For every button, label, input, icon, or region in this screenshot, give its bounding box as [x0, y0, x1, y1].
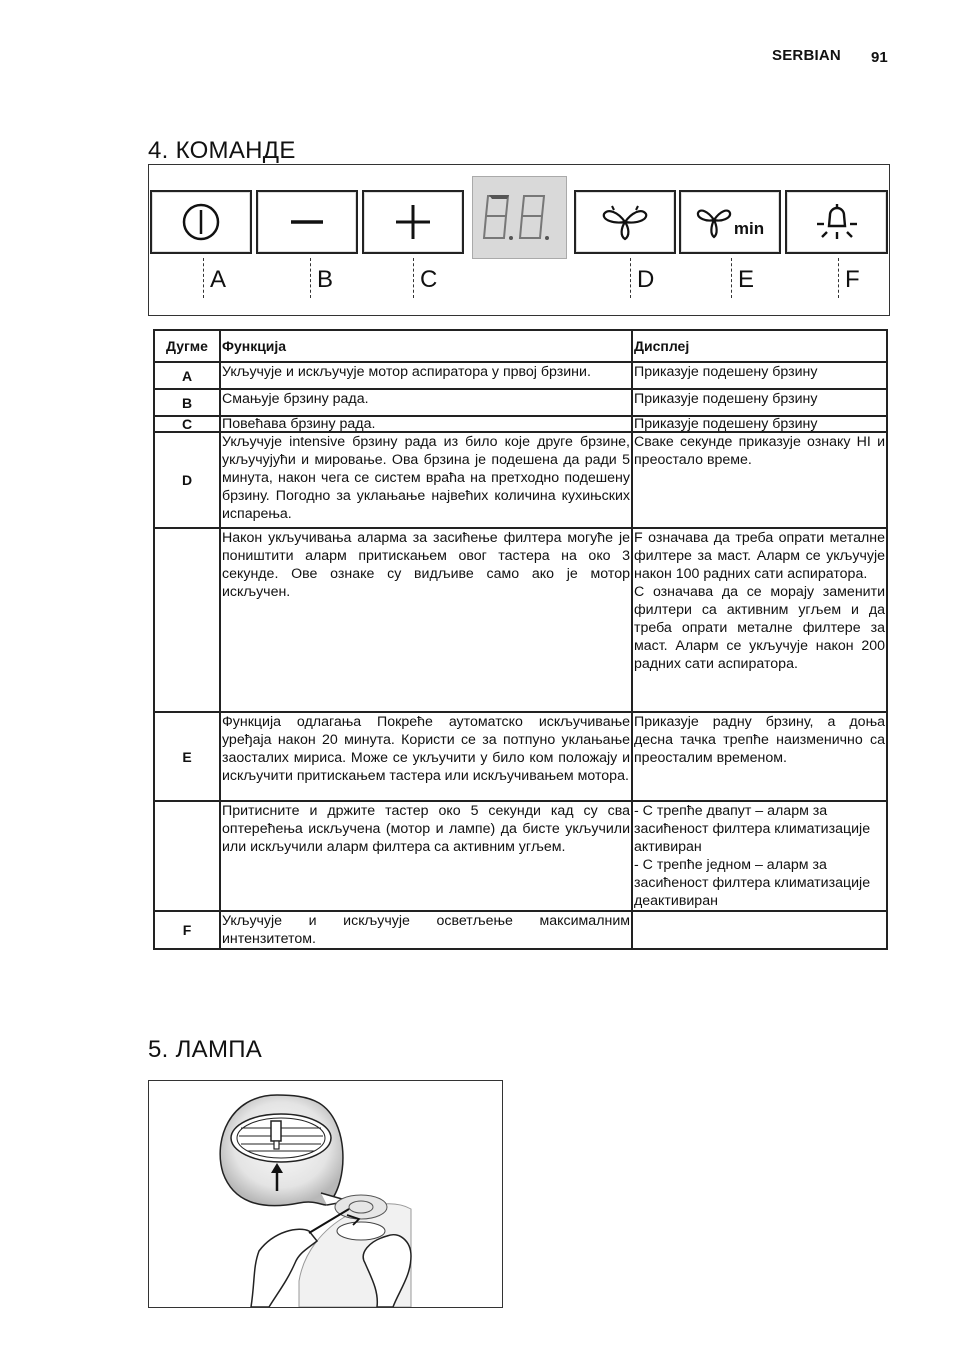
label-e: E	[731, 258, 732, 298]
seven-segment-display	[480, 190, 560, 246]
row-key: D	[154, 432, 220, 528]
row-key: C	[154, 416, 220, 432]
lamp-illustration	[148, 1080, 503, 1308]
header-function: Функција	[220, 330, 632, 362]
power-icon	[181, 202, 221, 242]
display-value: 8.8.	[481, 189, 484, 191]
table-row	[154, 712, 887, 801]
row-key: B	[154, 389, 220, 416]
lamp-replacement-drawing	[149, 1081, 502, 1307]
section-title-controls: 4. КОМАНДЕ	[148, 137, 296, 164]
button-b[interactable]	[256, 190, 358, 254]
row-function: Смањује брзину рада.	[220, 389, 632, 416]
header-language: SERBIAN	[772, 47, 841, 64]
table-row	[154, 432, 887, 528]
row-function: Укључује intensive брзину рада из било које друге брзине, укључујући и мировање. Ова брзина је подешена да ради 5 минута, након чега се систем враћа на претходно подешену брзину. Погодно за уклањање највећих количина кухињских испарења.	[220, 432, 632, 528]
table-row	[154, 362, 887, 389]
row-display: Приказује подешену брзину	[632, 362, 887, 389]
row-key	[154, 801, 220, 911]
row-display: Приказује радну брзину, а доња десна тачка трепће наизменично са преосталим временом.	[632, 712, 887, 801]
row-function: Повећава брзину рада.	[220, 416, 632, 432]
light-icon	[815, 202, 859, 242]
row-display	[632, 911, 887, 949]
label-b: B	[310, 258, 311, 298]
label-d: D	[630, 258, 631, 298]
row-function: Укључује и искључује мотор аспиратора у првој брзини.	[220, 362, 632, 389]
table-row	[154, 801, 887, 911]
page-number: 91	[871, 49, 888, 66]
label-a: A	[203, 258, 204, 298]
fan-intensive-icon	[600, 202, 650, 242]
header-button: Дугме	[154, 330, 220, 362]
label-c: C	[413, 258, 414, 298]
min-label: min	[733, 219, 765, 238]
row-key: F	[154, 911, 220, 949]
row-function: Након укључивања аларма за засићење филтера могуће је поништити аларм притискањем овог тастера на око 3 секунде. Ове ознаке су видљиве само ако је мотор искључен.	[220, 528, 632, 712]
label-f: F	[838, 258, 839, 298]
row-display: Приказује подешену брзину	[632, 416, 887, 432]
row-display: - C трепће двапут – аларм за засићеност филтера климатизације активиран - C трепће једном – аларм за засићеност филтера климатизације деактивиран	[632, 801, 887, 911]
minus-icon	[287, 202, 327, 242]
button-f[interactable]	[785, 190, 888, 254]
header-display: Дисплеј	[632, 330, 887, 362]
button-c[interactable]	[362, 190, 464, 254]
table-row	[154, 389, 887, 416]
speed-display	[472, 176, 567, 259]
table-row	[154, 528, 887, 712]
controls-table	[153, 329, 888, 950]
button-d[interactable]	[574, 190, 676, 254]
row-key: E	[154, 712, 220, 801]
row-function: Притисните и држите тастер око 5 секунди кад су сва оптерећења искључена (мотор и лампе) да бисте укључили или искључили аларм филтера са активним угљем.	[220, 801, 632, 911]
table-row	[154, 911, 887, 949]
section-title-lamp: 5. ЛАМПА	[148, 1036, 263, 1063]
table-header-row	[154, 330, 887, 362]
row-display: Приказује подешену брзину	[632, 389, 887, 416]
plus-icon	[393, 202, 433, 242]
button-a[interactable]	[150, 190, 252, 254]
row-key: A	[154, 362, 220, 389]
row-key	[154, 528, 220, 712]
button-e[interactable]	[679, 190, 781, 254]
row-function: Укључује и искључује осветљење максималним интензитетом.	[222, 913, 630, 947]
row-display: Сваке секунде приказује ознаку HI и преостало време.	[632, 432, 887, 528]
table-row	[154, 416, 887, 432]
row-display: F означава да треба опрати металне филтере за маст. Аларм се укључује након 100 радних сати аспиратора. C означава да се морају заменити филтери са активним угљем и да треба опрати металне филтере за маст. Аларм се укључује након 200 радних сати аспиратора.	[632, 528, 887, 712]
row-function: Функција одлагања Покреће аутоматско искључивање уређаја након 20 минута. Користи се за потпуно уклањање заосталих мириса. Може се укључити у било ком положају и искључити притискањем тастера или искључивањем мотора.	[220, 712, 632, 801]
